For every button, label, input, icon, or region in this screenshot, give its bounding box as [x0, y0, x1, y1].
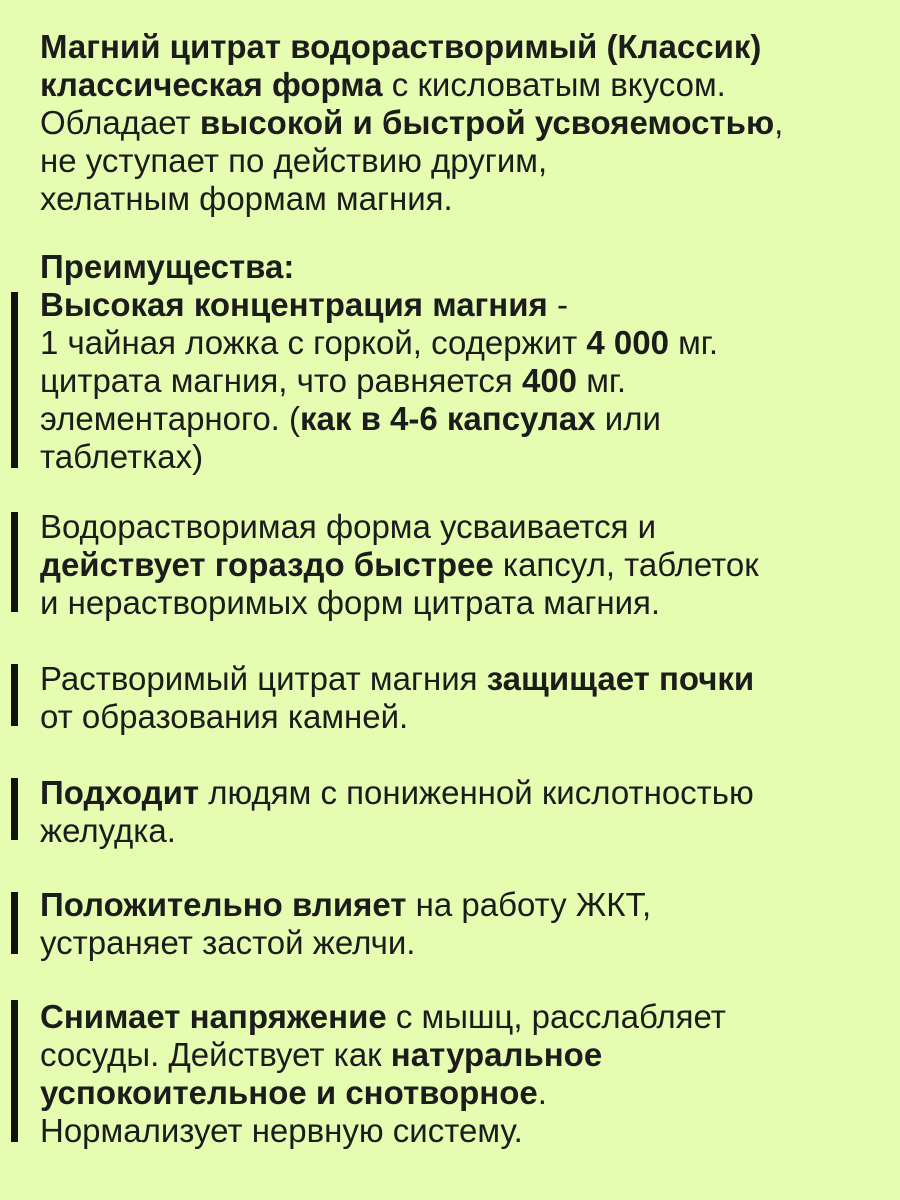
- intro-paragraph: [40, 28, 890, 218]
- benefit-bar-3: [11, 664, 18, 726]
- intro-line-5: хелатным формам магния.: [40, 180, 453, 217]
- benefit-bar-4: [11, 778, 18, 840]
- benefit-concentration: Высокая концентрация магния - 1 чайная ложка с горкой, содержит 4 000 мг. цитрата магния, что равняется 400 мг. элементарного. (как в 4-6 капсулах или таблетках): [40, 286, 718, 475]
- advantages-heading: Преимущества:: [40, 248, 295, 285]
- benefit-acidity: Подходит людям с пониженной кислотностью желудка.: [40, 774, 754, 849]
- benefit-bar-2: [11, 512, 18, 612]
- intro-line-1: Магний цитрат водорастворимый (Классик): [40, 28, 762, 65]
- benefit-fast-action: Водорастворимая форма усваивается и действует гораздо быстрее капсул, таблеток и нерастворимых форм цитрата магния.: [40, 508, 759, 621]
- intro-line-4: не уступает по действию другим,: [40, 142, 548, 179]
- benefit-bar-1: [11, 292, 18, 468]
- intro-line-2: классическая форма с кисловатым вкусом.: [40, 66, 726, 103]
- benefit-bar-6: [11, 1000, 18, 1142]
- benefit-bar-5: [11, 892, 18, 954]
- benefit-digestion: Положительно влияет на работу ЖКТ, устраняет застой желчи.: [40, 886, 652, 961]
- benefit-kidneys: Растворимый цитрат магния защищает почки от образования камней.: [40, 660, 755, 735]
- intro-line-3: Обладает высокой и быстрой усвояемостью,: [40, 104, 784, 141]
- benefit-relaxation: Снимает напряжение с мышц, расслабляет сосуды. Действует как натуральное успокоительное и снотворное. Нормализует нервную систему.: [40, 998, 726, 1149]
